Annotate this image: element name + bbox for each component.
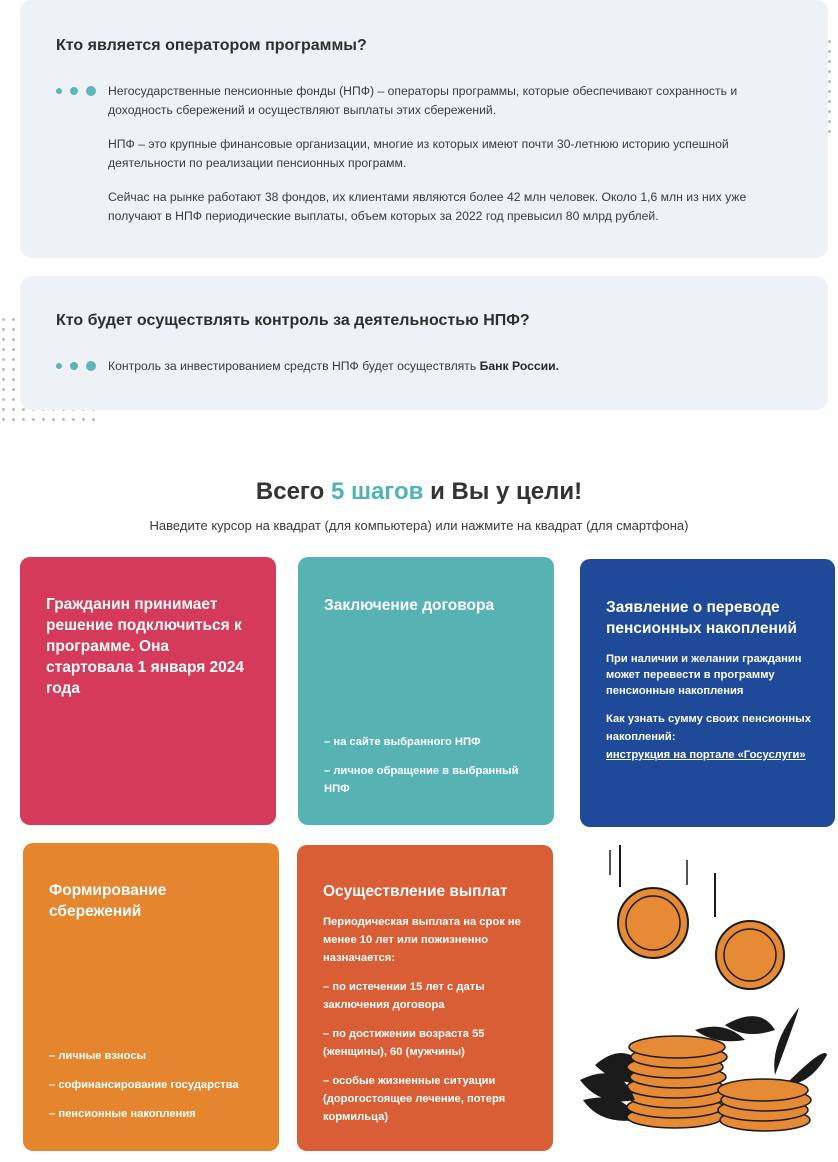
step-list: [323, 913, 537, 1137]
faq-text-bold: Банк России.: [479, 359, 560, 373]
step-text-label: Как узнать сумму своих пенсионных накоплений:: [606, 713, 811, 743]
faq-paragraph: Сейчас на рынке работают 38 фондов, их клиентами являются более 42 млн человек. Около 1,6 млн из них уже получают в НПФ периодические выплаты, объем которых за 2022 год превысил 80 млрд рублей.: [108, 190, 747, 223]
coins-illustration: [575, 845, 833, 1150]
step-title: Заявление о переводе пенсионных накоплений: [606, 599, 797, 637]
steps-title: [0, 478, 838, 506]
step-title: Заключение договора: [324, 597, 495, 614]
faq-answer: [108, 357, 768, 376]
steps-title-end: и Вы у цели!: [423, 478, 583, 505]
step-tile-transfer[interactable]: [580, 559, 835, 827]
list-item: – по достижении возраста 55 (женщины), 60 (мужчины): [323, 1028, 485, 1058]
faq-paragraph: Негосударственные пенсионные фонды (НПФ) – операторы программы, которые обеспечивают сохранность и доходность сбережений и осуществляют выплаты этих сбережений.: [108, 84, 738, 117]
step-tile-payments[interactable]: [297, 845, 553, 1151]
faq-card-operator: [20, 0, 828, 258]
step-list: [49, 1047, 263, 1134]
step-tile-contract[interactable]: [298, 557, 554, 825]
list-item: – пенсионные накопления: [49, 1108, 196, 1120]
list-item: – на сайте выбранного НПФ: [324, 736, 481, 748]
step-tile-savings[interactable]: [23, 843, 279, 1151]
list-item: – софинансирование государства: [49, 1079, 239, 1091]
step-list: [324, 733, 538, 809]
steps-title-accent: 5 шагов: [330, 478, 424, 505]
list-item: – по истечении 15 лет с даты заключения договора: [323, 981, 485, 1011]
step-intro: Периодическая выплата на срок не менее 10 лет или пожизненно назначается:: [323, 916, 521, 964]
step-info: [606, 651, 819, 764]
list-item: – особые жизненные ситуации (дорогостоящее лечение, потеря кормильца): [323, 1075, 506, 1123]
faq-text: Контроль за инвестированием средств НПФ будет осуществлять: [108, 359, 480, 373]
coins-illustration-icon: [575, 845, 833, 1150]
step-title: Гражданин принимает решение подключиться к программе. Она стартовала 1 января 2024 года: [46, 596, 245, 697]
step-text: При наличии и желании гражданин может перевести в программу пенсионные накопления: [606, 653, 802, 697]
step-text: [606, 710, 819, 764]
steps-subtitle: Наведите курсор на квадрат (для компьютера) или нажмите на квадрат (для смартфона): [149, 518, 689, 533]
faq-question: Кто будет осуществлять контроль за деятельностью НПФ?: [56, 312, 530, 329]
step-title: Осуществление выплат: [323, 883, 508, 900]
dot-pattern-top-right: [828, 40, 838, 150]
list-item: – личные взносы: [49, 1050, 147, 1062]
step-tile-decision[interactable]: [20, 557, 276, 825]
steps-title-start: Всего: [255, 478, 331, 505]
step-title: Формирование сбережений: [49, 882, 167, 920]
faq-card-control: [20, 276, 828, 410]
faq-question: Кто является оператором программы?: [56, 37, 367, 54]
list-item: – личное обращение в выбранный НПФ: [324, 765, 519, 795]
gosuslugi-instruction-link[interactable]: инструкция на портале «Госуслуги»: [606, 749, 806, 761]
faq-answer: [108, 82, 768, 241]
faq-paragraph: НПФ – это крупные финансовые организации, многие из которых имеют почти 30-летнюю историю успешной деятельности по реализации пенсионных программ.: [108, 137, 729, 170]
